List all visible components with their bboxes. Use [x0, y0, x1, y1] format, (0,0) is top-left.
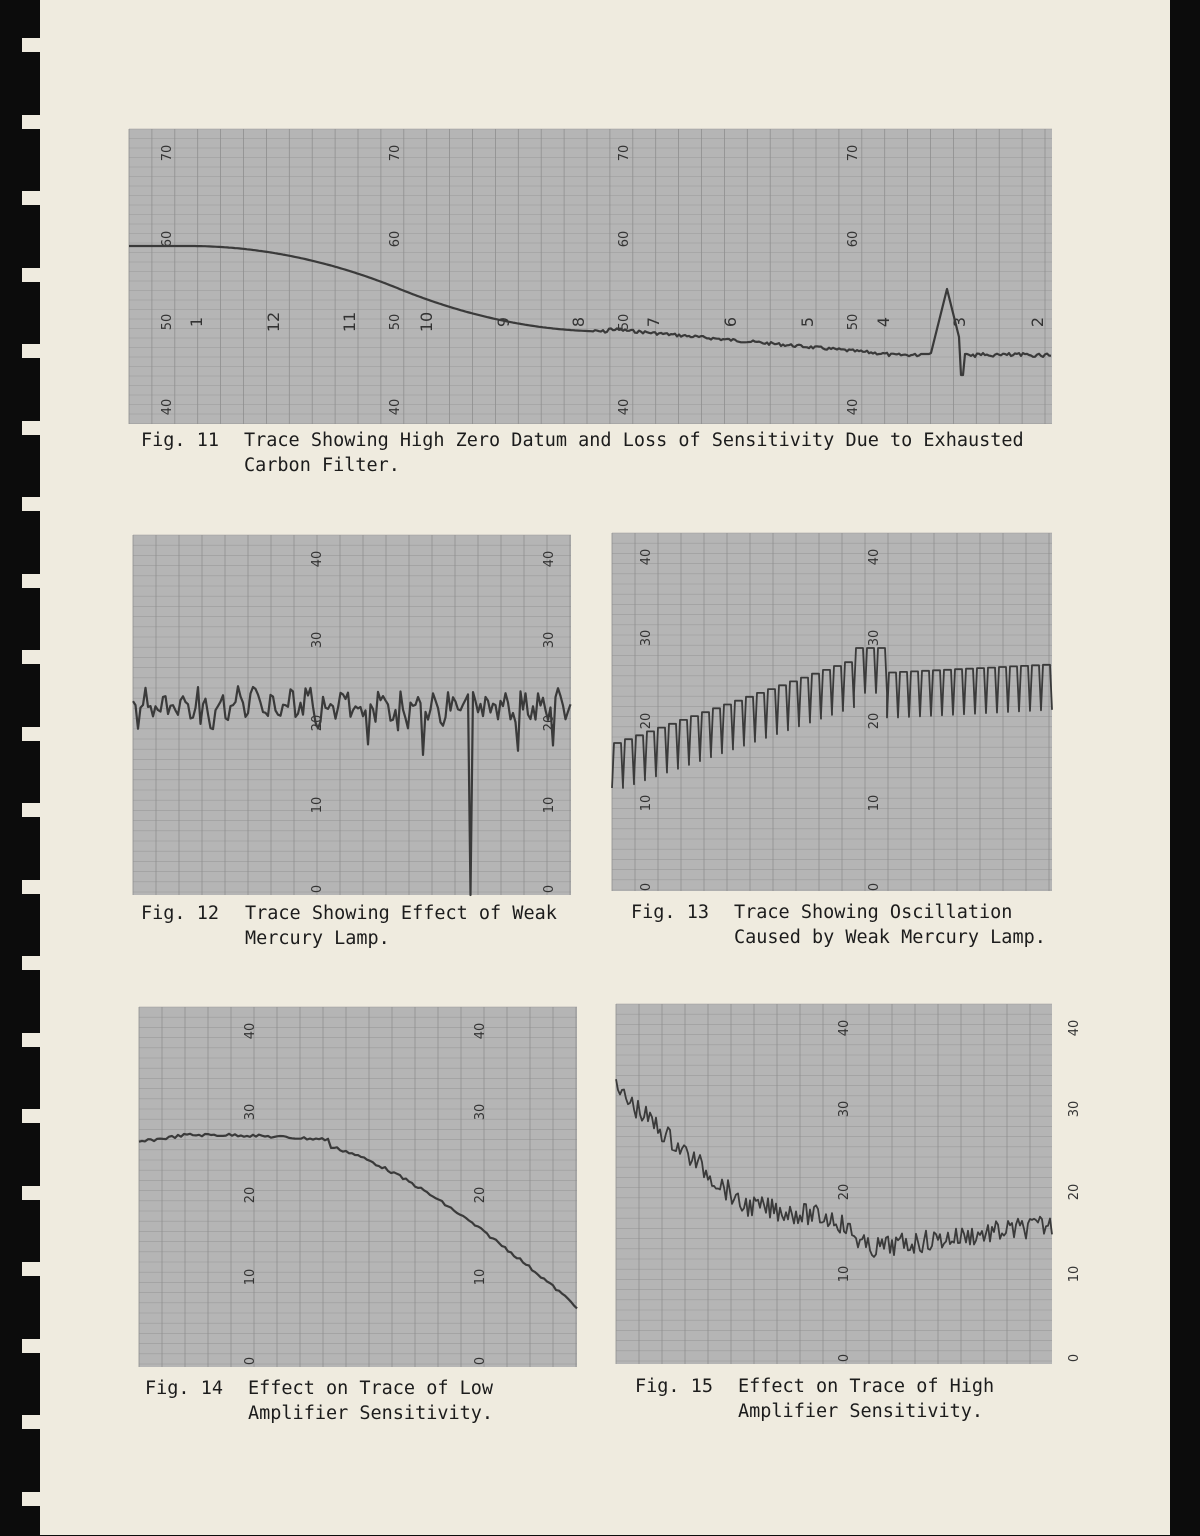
binding-notch	[22, 1033, 40, 1047]
scale-label: 30	[837, 1100, 852, 1118]
binding-notch	[22, 38, 40, 52]
scale-label: 0	[837, 1353, 852, 1363]
binding-notch	[22, 1262, 40, 1276]
scale-label: 20	[1067, 1183, 1082, 1201]
chart-svg	[129, 129, 1052, 424]
caption-line-1: Trace Showing High Zero Datum and Loss of Sensitivity Due to Exhausted	[244, 430, 1024, 451]
scale-label: 30	[1067, 1100, 1082, 1118]
caption-line-1: Effect on Trace of High	[738, 1376, 995, 1397]
scale-label: 70	[617, 144, 632, 162]
scale-label: 30	[310, 631, 325, 649]
binding-notch	[22, 880, 40, 894]
fig-13-trace-chart	[612, 533, 1052, 891]
binding-tab	[0, 1131, 40, 1153]
binding-tab	[0, 672, 40, 694]
scale-label: 50	[617, 313, 632, 331]
scale-label: 20	[837, 1183, 852, 1201]
caption-line-1: Trace Showing Oscillation	[734, 902, 1013, 923]
fig-13-trace	[612, 648, 1052, 788]
scale-label: 10	[639, 794, 654, 812]
scale-label: 40	[846, 398, 861, 416]
binding-tab	[0, 1208, 40, 1230]
binding-tab	[0, 443, 40, 465]
marker-number: 10	[417, 311, 436, 333]
scale-label: 10	[473, 1268, 488, 1286]
scale-label: 60	[160, 230, 175, 248]
marker-number: 12	[264, 311, 283, 333]
scale-label: 10	[243, 1268, 258, 1286]
scale-label: 20	[639, 712, 654, 730]
spiral-binding	[0, 0, 40, 1535]
figure-label: Fig. 15	[635, 1376, 713, 1397]
binding-notch	[22, 1186, 40, 1200]
scale-label: 70	[388, 144, 403, 162]
scale-label: 30	[243, 1103, 258, 1121]
scale-label: 40	[388, 398, 403, 416]
fig-11-caption	[141, 428, 1061, 480]
caption-line-1: Effect on Trace of Low	[248, 1378, 494, 1399]
fig-15-trace-chart	[616, 1004, 1082, 1364]
chart-svg	[616, 1004, 1082, 1364]
marker-number: 3	[950, 316, 969, 328]
binding-tab	[0, 978, 40, 1000]
binding-tab	[0, 366, 40, 388]
binding-notch	[22, 1339, 40, 1353]
scale-label: 50	[846, 313, 861, 331]
marker-number: 11	[340, 311, 359, 333]
binding-tab	[0, 137, 40, 159]
binding-tab	[0, 825, 40, 847]
marker-number: 1	[187, 316, 206, 328]
fig-14-caption-bottom	[145, 1376, 585, 1428]
scale-label: 40	[867, 548, 882, 566]
binding-notch	[22, 574, 40, 588]
binding-notch	[22, 1109, 40, 1123]
scale-label: 40	[473, 1022, 488, 1040]
scale-label: 0	[243, 1356, 258, 1366]
fig-12-trace-chart	[133, 535, 571, 895]
scale-label: 20	[867, 712, 882, 730]
binding-tab	[0, 902, 40, 924]
binding-tab	[0, 596, 40, 618]
figure-label: Fig. 12	[141, 903, 219, 924]
binding-notch	[22, 421, 40, 435]
figure-label: Fig. 14	[145, 1378, 223, 1399]
binding-tab	[0, 519, 40, 541]
chart-svg	[612, 533, 1052, 891]
marker-number: 4	[874, 316, 893, 328]
scale-label: 30	[473, 1103, 488, 1121]
scale-label: 0	[542, 884, 557, 894]
marker-number: 9	[494, 316, 513, 328]
binding-notch	[22, 1415, 40, 1429]
marker-number: 7	[644, 316, 663, 328]
caption-line-2: Caused by Weak Mercury Lamp.	[734, 927, 1046, 948]
scale-label: 10	[867, 794, 882, 812]
chart-svg	[133, 535, 571, 895]
binding-notch	[22, 268, 40, 282]
fig-11-trace-chart	[129, 129, 1052, 424]
figure-label: Fig. 11	[141, 430, 219, 451]
scale-label: 40	[639, 548, 654, 566]
scale-label: 0	[1067, 1353, 1082, 1363]
caption-line-2: Carbon Filter.	[244, 455, 400, 476]
scale-label: 10	[837, 1265, 852, 1283]
scale-label: 50	[388, 313, 403, 331]
fig-11-trace	[129, 246, 1051, 375]
scale-label: 50	[160, 313, 175, 331]
scale-label: 30	[867, 629, 882, 647]
binding-notch	[22, 803, 40, 817]
binding-notch	[22, 956, 40, 970]
binding-tab	[0, 1437, 40, 1459]
scale-label: 60	[388, 230, 403, 248]
scale-label: 10	[1067, 1265, 1082, 1283]
binding-notch	[22, 1492, 40, 1506]
binding-tab	[0, 213, 40, 235]
scale-label: 0	[310, 884, 325, 894]
scale-label: 60	[617, 230, 632, 248]
binding-notch	[22, 727, 40, 741]
fig-15-caption	[635, 1374, 1075, 1426]
binding-tab	[0, 290, 40, 312]
caption-line-1: Trace Showing Effect of Weak	[245, 903, 557, 924]
scale-label: 10	[542, 796, 557, 814]
scale-label: 20	[542, 714, 557, 732]
binding-notch	[22, 115, 40, 129]
scale-label: 0	[473, 1356, 488, 1366]
scale-label: 40	[243, 1022, 258, 1040]
marker-number: 2	[1028, 316, 1047, 328]
fig-12-trace	[133, 686, 571, 895]
binding-tab	[0, 1284, 40, 1306]
binding-notch	[22, 497, 40, 511]
fig-13-caption	[631, 900, 1071, 952]
scale-label: 0	[639, 882, 654, 892]
caption-line-2: Amplifier Sensitivity.	[738, 1401, 984, 1422]
scale-label: 40	[1067, 1019, 1082, 1037]
scale-label: 40	[310, 550, 325, 568]
marker-number: 6	[721, 316, 740, 328]
figure-label: Fig. 13	[631, 902, 709, 923]
scale-label: 20	[243, 1186, 258, 1204]
binding-tab	[0, 749, 40, 771]
scale-label: 40	[542, 550, 557, 568]
binding-notch	[22, 650, 40, 664]
fig-14-caption-final	[145, 1039, 585, 1091]
marker-number: 8	[569, 316, 588, 328]
scale-label: 0	[867, 882, 882, 892]
binding-tab	[0, 1361, 40, 1383]
chart-grid	[129, 129, 1052, 424]
caption-line-2: Mercury Lamp.	[245, 928, 390, 949]
marker-number: 5	[798, 316, 817, 328]
scale-label: 40	[837, 1019, 852, 1037]
binding-tab	[0, 1055, 40, 1077]
scale-label: 70	[846, 144, 861, 162]
binding-tab	[0, 1514, 40, 1536]
scale-label: 70	[160, 144, 175, 162]
scale-label: 20	[310, 714, 325, 732]
binding-tab	[0, 60, 40, 82]
scale-label: 40	[617, 398, 632, 416]
fig-12-caption	[141, 901, 581, 953]
scale-label: 40	[160, 398, 175, 416]
scale-label: 30	[542, 631, 557, 649]
binding-notch	[22, 191, 40, 205]
chart-grid	[616, 1004, 1052, 1364]
document-page	[40, 0, 1170, 1535]
caption-line-2: Amplifier Sensitivity.	[248, 1403, 494, 1424]
scale-label: 30	[639, 629, 654, 647]
scale-label: 20	[473, 1186, 488, 1204]
scale-label: 10	[310, 796, 325, 814]
scale-label: 60	[846, 230, 861, 248]
binding-notch	[22, 344, 40, 358]
